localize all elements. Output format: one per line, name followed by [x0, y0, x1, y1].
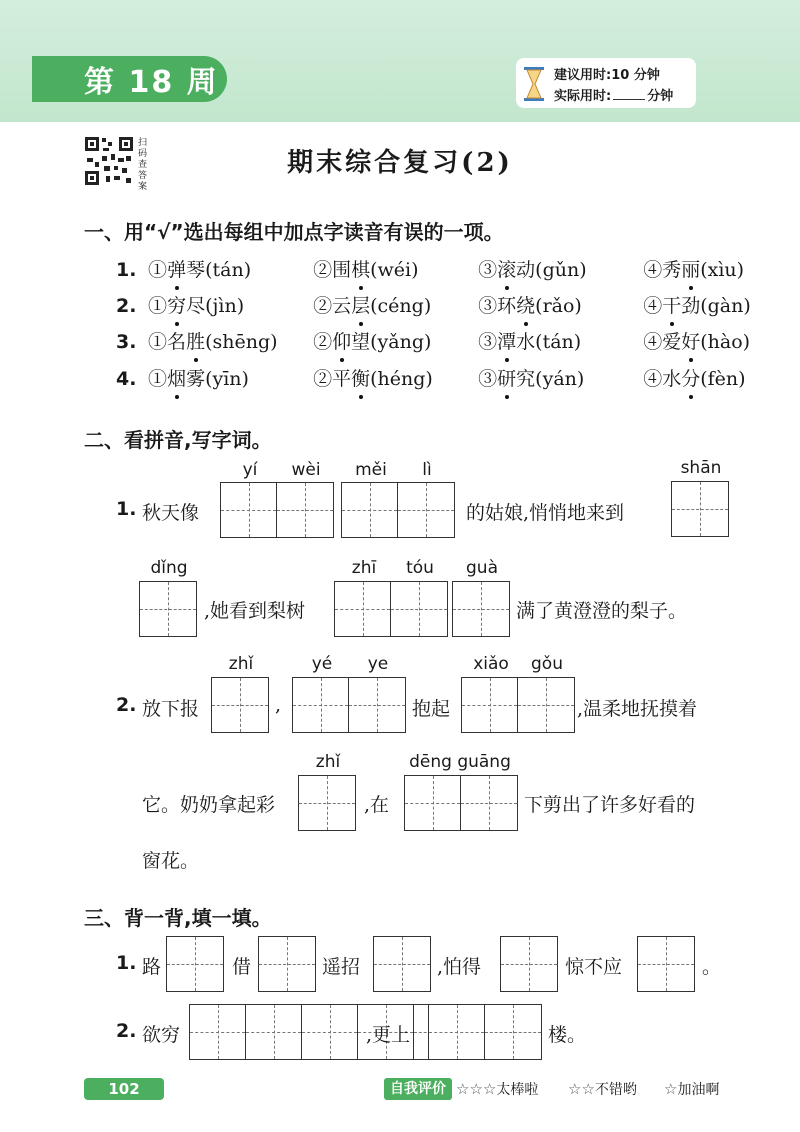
eval-option-excellent[interactable]: ☆☆☆太棒啦 [456, 1080, 539, 1098]
question-row [116, 255, 800, 282]
suggested-time: 建议用时:10 分钟 [554, 68, 660, 83]
writing-grid[interactable] [166, 936, 224, 992]
option[interactable]: ④干劲(gàn) [643, 295, 751, 317]
writing-grid[interactable] [341, 482, 455, 538]
sentence-text: 秋天像 [142, 502, 200, 524]
option[interactable]: ①烟雾(yīn) [148, 368, 249, 390]
time-box [516, 58, 696, 108]
sentence-text: 满了黄澄澄的梨子。 [516, 600, 688, 622]
question-number: 2. [116, 1020, 137, 1042]
pinyin: měi [355, 460, 387, 480]
question-number: 4. [116, 368, 137, 390]
option[interactable]: ④爱好(hào) [643, 331, 751, 353]
writing-grid[interactable] [500, 936, 558, 992]
sentence-text: ,在 [364, 794, 390, 816]
sentence-text: ,温柔地抚摸着 [577, 698, 698, 720]
writing-grid[interactable] [298, 775, 356, 831]
pinyin: yí [242, 460, 258, 480]
option[interactable]: ③潭水(tán) [478, 331, 582, 353]
actual-time-blank[interactable] [613, 99, 645, 100]
writing-grid[interactable] [404, 775, 518, 831]
pinyin: tóu [406, 558, 434, 578]
actual-time-suffix: 分钟 [647, 89, 674, 104]
self-evaluation-label: 自我评价 [384, 1078, 452, 1100]
sentence-text: 遥招 [322, 956, 361, 978]
sentence-text: 下剪出了许多好看的 [524, 794, 696, 816]
page-number: 102 [84, 1078, 164, 1100]
pinyin: gǒu [531, 654, 563, 674]
option[interactable]: ③研究(yán) [478, 368, 585, 390]
sentence-text: 。 [702, 956, 722, 978]
option[interactable]: ①穷尽(jìn) [148, 295, 245, 317]
writing-grid[interactable] [139, 581, 197, 637]
sentence-text: ,她看到梨树 [204, 600, 306, 622]
question-number: 3. [116, 331, 137, 353]
sentence-text: 它。奶奶拿起彩 [142, 794, 276, 816]
star-icon: ☆☆☆ [456, 1080, 497, 1098]
option[interactable]: ②云层(céng) [313, 295, 432, 317]
writing-grid[interactable] [637, 936, 695, 992]
star-icon: ☆ [664, 1080, 678, 1098]
sentence-text: 路 [142, 956, 162, 978]
hourglass-icon [522, 66, 546, 102]
writing-grid[interactable] [428, 1004, 542, 1060]
writing-grid[interactable] [373, 936, 431, 992]
writing-grid[interactable] [292, 677, 406, 733]
sentence-text: 惊不应 [565, 956, 623, 978]
sentence-text: ,怕得 [437, 956, 482, 978]
pinyin: xiǎo [473, 654, 509, 674]
writing-grid[interactable] [461, 677, 575, 733]
option[interactable]: ①弹琴(tán) [148, 259, 252, 281]
eval-option-keep-going[interactable]: ☆加油啊 [664, 1080, 720, 1098]
sentence-text: 放下报 [142, 698, 200, 720]
question-number: 2. [116, 694, 137, 716]
sentence-text: 抱起 [412, 698, 451, 720]
writing-grid[interactable] [334, 581, 448, 637]
pinyin: zhī [351, 558, 377, 578]
sentence-text: 的姑娘,悄悄地来到 [466, 502, 625, 524]
option[interactable]: ②仰望(yǎng) [313, 331, 432, 353]
question-number: 1. [116, 952, 137, 974]
pinyin: zhǐ [228, 654, 254, 674]
pinyin: lì [422, 460, 432, 480]
writing-grid[interactable] [211, 677, 269, 733]
question-row [116, 291, 800, 318]
pinyin: ye [367, 654, 389, 674]
eval-option-good[interactable]: ☆☆不错哟 [568, 1080, 637, 1098]
actual-time-prefix: 实际用时: [554, 89, 612, 104]
section1-heading: 一、用“√”选出每组中加点字读音有误的一项。 [84, 220, 504, 244]
option[interactable]: ①名胜(shēng) [148, 331, 278, 353]
writing-grid[interactable] [452, 581, 510, 637]
option[interactable]: ④水分(fèn) [643, 368, 746, 390]
writing-grid[interactable] [671, 481, 729, 537]
question-number: 1. [116, 259, 137, 281]
star-icon: ☆☆ [568, 1080, 595, 1098]
question-number: 2. [116, 295, 137, 317]
pinyin: wèi [291, 460, 321, 480]
pinyin: yé [311, 654, 333, 674]
writing-grid[interactable] [258, 936, 316, 992]
qr-label: 扫码查答案 [138, 138, 148, 192]
option[interactable]: ④秀丽(xìu) [643, 259, 745, 281]
week-label: 第 18 周 [32, 56, 227, 102]
question-row [116, 364, 800, 391]
sentence-text: 欲穷 [142, 1024, 181, 1046]
pinyin: dǐng [150, 558, 188, 578]
page-title: 期末综合复习(2) [287, 148, 513, 178]
section3-heading: 三、背一背,填一填。 [84, 906, 272, 930]
option[interactable]: ②平衡(héng) [313, 368, 433, 390]
writing-grid[interactable] [220, 482, 334, 538]
sentence-text: ,更上 [366, 1024, 411, 1046]
pinyin: dēng guāng [409, 752, 511, 772]
question-row [116, 327, 800, 354]
option[interactable]: ②围棋(wéi) [313, 259, 419, 281]
section2-heading: 二、看拼音,写字词。 [84, 428, 272, 452]
pinyin: zhǐ [315, 752, 341, 772]
sentence-text: , [275, 694, 282, 716]
option[interactable]: ③滚动(gǔn) [478, 259, 587, 281]
actual-time [554, 85, 673, 104]
question-number: 1. [116, 498, 137, 520]
option[interactable]: ③环绕(rǎo) [478, 295, 582, 317]
sentence-text: 窗花。 [142, 850, 200, 872]
pinyin: guà [466, 558, 498, 578]
sentence-text: 借 [232, 956, 252, 978]
sentence-text: 楼。 [548, 1024, 587, 1046]
pinyin: shān [680, 458, 722, 478]
